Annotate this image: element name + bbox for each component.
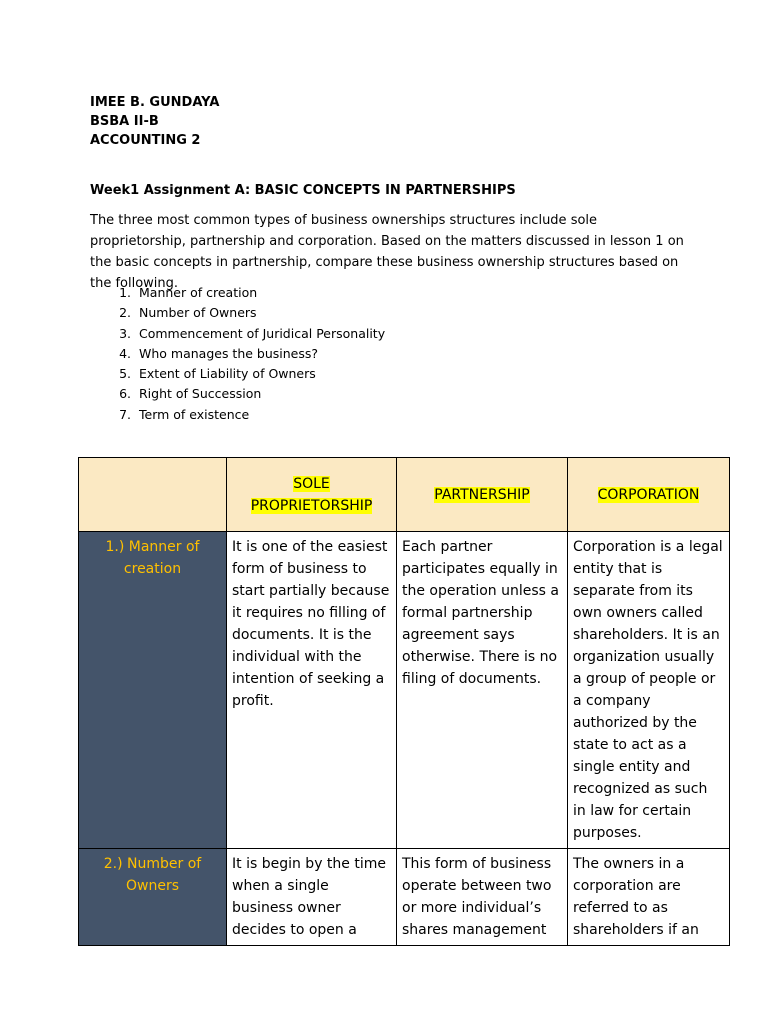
cell-sole: It is one of the easiest form of business to start partially because it requires no filling of documents. It is the individual with the intention of seeking a profit. (227, 532, 397, 849)
list-item: 3. Commencement of Juridical Personality (135, 324, 385, 344)
header-corporation-label: CORPORATION (597, 486, 700, 503)
criteria-list (110, 283, 385, 425)
header-cell-corporation (568, 458, 730, 532)
student-header (90, 93, 219, 150)
intro-paragraph: The three most common types of business ownerships structures include sole proprietorship, partnership and corporation. Based on the matters discussed in lesson 1 on the basic concepts in partnership, compare these business ownership structures based on the following. (90, 213, 684, 291)
list-item: 6. Right of Succession (135, 384, 385, 404)
list-item: 2. Number of Owners (135, 303, 385, 323)
cell-sole: It is begin by the time when a single business owner decides to open a (227, 849, 397, 946)
cell-partnership: This form of business operate between two or more individual’s shares management (397, 849, 568, 946)
student-name: IMEE B. GUNDAYA (90, 95, 220, 110)
header-cell-blank (79, 458, 227, 532)
list-item: 1. Manner of creation (135, 283, 385, 303)
header-sole-label: SOLE PROPRIETORSHIP (250, 475, 373, 514)
header-cell-sole (227, 458, 397, 532)
comparison-table (78, 457, 730, 946)
row-label-number-of-owners: 2.) Number of Owners (79, 849, 227, 946)
table-row (79, 849, 730, 946)
list-item: 5. Extent of Liability of Owners (135, 364, 385, 384)
course-name: ACCOUNTING 2 (90, 133, 201, 148)
table-row (79, 532, 730, 849)
table-header-row (79, 458, 730, 532)
cell-corporation: The owners in a corporation are referred to as shareholders if an (568, 849, 730, 946)
list-item: 7. Term of existence (135, 405, 385, 425)
assignment-title: Week1 Assignment A: BASIC CONCEPTS IN PARTNERSHIPS (90, 183, 516, 198)
cell-partnership: Each partner participates equally in the operation unless a formal partnership agreement says otherwise. There is no filing of documents. (397, 532, 568, 849)
header-partnership-label: PARTNERSHIP (434, 486, 530, 503)
list-item: 4. Who manages the business? (135, 344, 385, 364)
row-label-manner-of-creation: 1.) Manner of creation (79, 532, 227, 849)
cell-corporation: Corporation is a legal entity that is separate from its own owners called shareholders. It is an organization usually a group of people or a company authorized by the state to act as a single entity and recognized as such in law for certain purposes. (568, 532, 730, 849)
student-section: BSBA II-B (90, 114, 159, 129)
header-cell-partnership (397, 458, 568, 532)
